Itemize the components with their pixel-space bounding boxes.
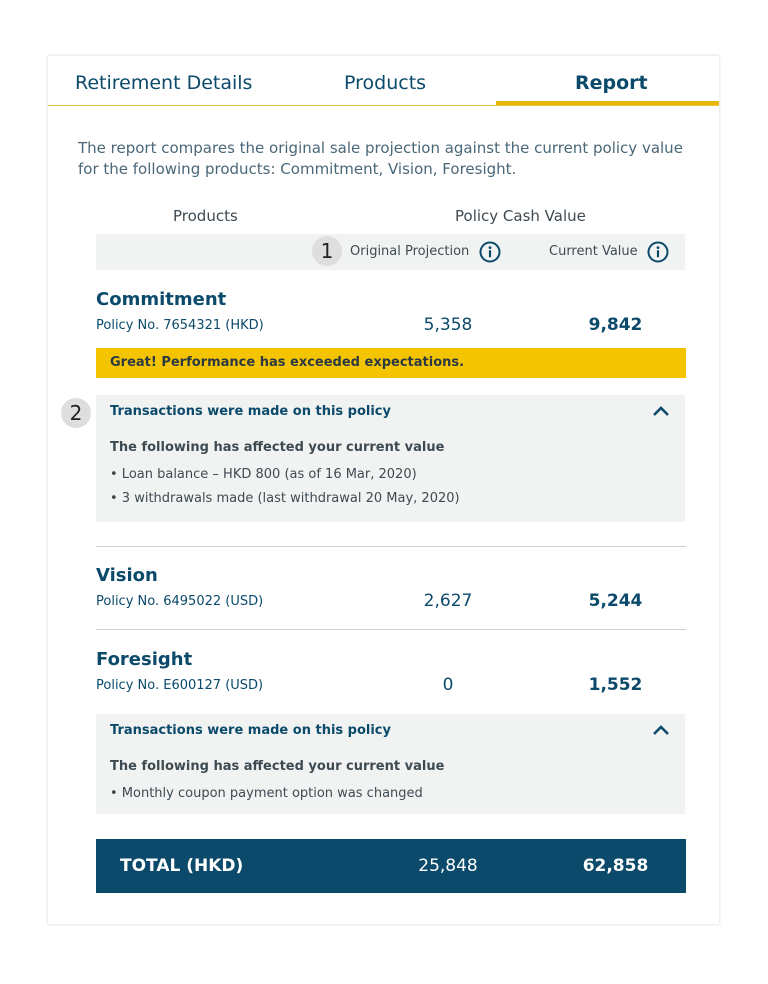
chevron-up-icon[interactable] (652, 405, 670, 417)
transactions-panel-foresight (96, 714, 685, 814)
annotation-marker-2: 2 (61, 398, 91, 428)
value-subheader (96, 234, 685, 270)
performance-banner: Great! Performance has exceeded expectations. (96, 348, 686, 378)
product-name-vision: Vision (96, 565, 158, 586)
original-projection-header: Original Projection (350, 244, 470, 259)
transactions-subtitle: The following has affected your current value (110, 759, 445, 774)
original-projection-foresight: 0 (442, 675, 454, 695)
divider (96, 629, 686, 630)
policy-cash-value-header: Policy Cash Value (455, 207, 586, 225)
annotation-marker-1: 1 (312, 236, 342, 266)
transaction-item: • Loan balance – HKD 800 (as of 16 Mar, 2020) (110, 467, 417, 482)
current-value-info-icon[interactable] (647, 241, 669, 263)
transaction-item: • 3 withdrawals made (last withdrawal 20 May, 2020) (110, 491, 460, 506)
tab-bar (48, 56, 719, 106)
tab-retirement-details[interactable]: Retirement Details (75, 72, 253, 94)
total-original-projection: 25,848 (418, 856, 478, 876)
transactions-subtitle: The following has affected your current value (110, 440, 445, 455)
current-value-foresight: 1,552 (588, 675, 643, 695)
original-projection-info-icon[interactable] (479, 241, 501, 263)
report-intro: The report compares the original sale projection against the current policy value for the following products: Commitment, Vision, Foresight. (78, 139, 683, 178)
total-current-value: 62,858 (582, 856, 649, 876)
transactions-title: Transactions were made on this policy (110, 404, 391, 419)
transactions-title: Transactions were made on this policy (110, 723, 391, 738)
original-projection-vision: 2,627 (423, 591, 473, 611)
current-value-header: Current Value (549, 244, 638, 259)
active-tab-indicator (496, 101, 719, 105)
transactions-panel-commitment (96, 395, 685, 522)
chevron-up-icon[interactable] (652, 724, 670, 736)
transaction-item: • Monthly coupon payment option was changed (110, 786, 423, 801)
policy-number-vision: Policy No. 6495022 (USD) (96, 594, 264, 609)
current-value-vision: 5,244 (588, 591, 643, 611)
products-column-header: Products (173, 207, 238, 225)
original-projection-commitment: 5,358 (423, 315, 473, 335)
report-card (48, 56, 719, 924)
current-value-commitment: 9,842 (588, 315, 643, 335)
product-name-commitment: Commitment (96, 289, 227, 310)
tab-products[interactable]: Products (344, 72, 427, 94)
total-row (96, 839, 686, 893)
divider (96, 546, 686, 547)
tab-report[interactable]: Report (575, 72, 648, 94)
policy-number-foresight: Policy No. E600127 (USD) (96, 678, 264, 693)
total-label: TOTAL (HKD) (120, 856, 244, 876)
policy-number-commitment: Policy No. 7654321 (HKD) (96, 318, 264, 333)
product-name-foresight: Foresight (96, 649, 193, 670)
